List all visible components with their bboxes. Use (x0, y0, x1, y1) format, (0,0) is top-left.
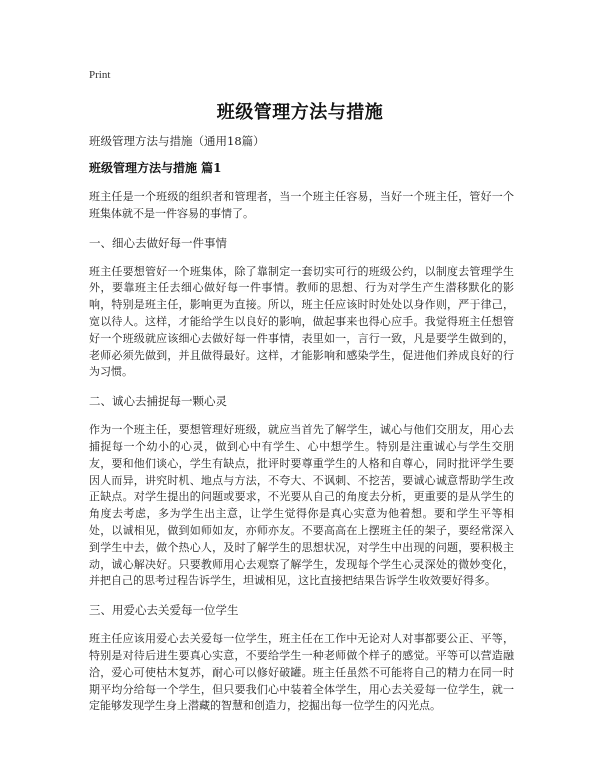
section-body-1: 班主任要想管好一个班集体，除了靠制定一套切实可行的班级公约，以制度去管理学生外，要靠班主任去细心做好每一件事情。教师的思想、行为对学生产生潜移默化的影响，特别是班主任，影响更为直接。所以，班主任应该时时处处以身作则，严于律己，宽以待人。这样，才能给学生以良好的影响，做起事来也得心应手。我觉得班主任想管好一个班级就应该细心去做好每一件事情，表里如一，言行一致，凡是要学生做到的，老师必须先做到，并且做得最好。这样，才能影响和感染学生，促进他们养成良好的行为习惯。 (89, 264, 514, 379)
document-subtitle: 班级管理方法与措施（通用18篇） (89, 134, 265, 148)
section-heading-3: 三、用爱心去关爱每一位学生 (89, 603, 239, 618)
document-title: 班级管理方法与措施 (216, 102, 384, 123)
article-title: 班级管理方法与措施 篇1 (89, 161, 222, 175)
section-body-2: 作为一个班主任，要想管理好班级，就应当首先了解学生，诚心与他们交朋友，用心去捕捉每一个幼小的心灵，做到心中有学生、心中想学生。特别是注重诚心与学生交朋友，要和他们谈心，学生有缺点，批评时要尊重学生的人格和自尊心，同时批评学生要因人而异，讲究时机、地点与方法，不夸大、不讽刺、不挖苦，要诚心诚意帮助学生改正缺点。对学生提出的问题或要求，不光要从自己的角度去分析，更重要的是从学生的角度去考虑，多为学生出主意，让学生觉得你是真心实意为他着想。要和学生平等相处，以诚相见，做到如师如友，亦师亦友。不要高高在上摆班主任的架子，要经常深入到学生中去，做个热心人，及时了解学生的思想状况，对学生中出现的问题，要积极主动，诚心解决好。只要教师用心去观察了解学生，发现每个学生心灵深处的微妙变化，并把自己的思考过程告诉学生，坦诚相见，这比直接把结果告诉学生收效要好得多。 (89, 423, 514, 588)
section-heading-2: 二、诚心去捕捉每一颗心灵 (89, 394, 227, 409)
intro-paragraph: 班主任是一个班级的组织者和管理者，当一个班主任容易，当好一个班主任，管好一个班集体就不是一件容易的事情了。 (89, 190, 514, 220)
section-heading-1: 一、细心去做好每一件事情 (89, 235, 227, 250)
section-body-3: 班主任应该用爱心去关爱每一位学生，班主任在工作中无论对人对事都要公正、平等，特别是对待后进生要真心实意，不要给学生一种老师做个样子的感觉。平等可以营造融洽，爱心可使枯木复苏，耐心可以修好破罐。班主任虽然不可能将自己的精力在同一时期平均分给每一个学生，但只要我们心中装着全体学生，用心去关爱每一位学生，就一定能够发现学生身上潜藏的智慧和创造力，挖掘出每一位学生的闪光点。 (89, 632, 514, 713)
print-label: Print (89, 69, 111, 81)
document-content (89, 133, 514, 727)
